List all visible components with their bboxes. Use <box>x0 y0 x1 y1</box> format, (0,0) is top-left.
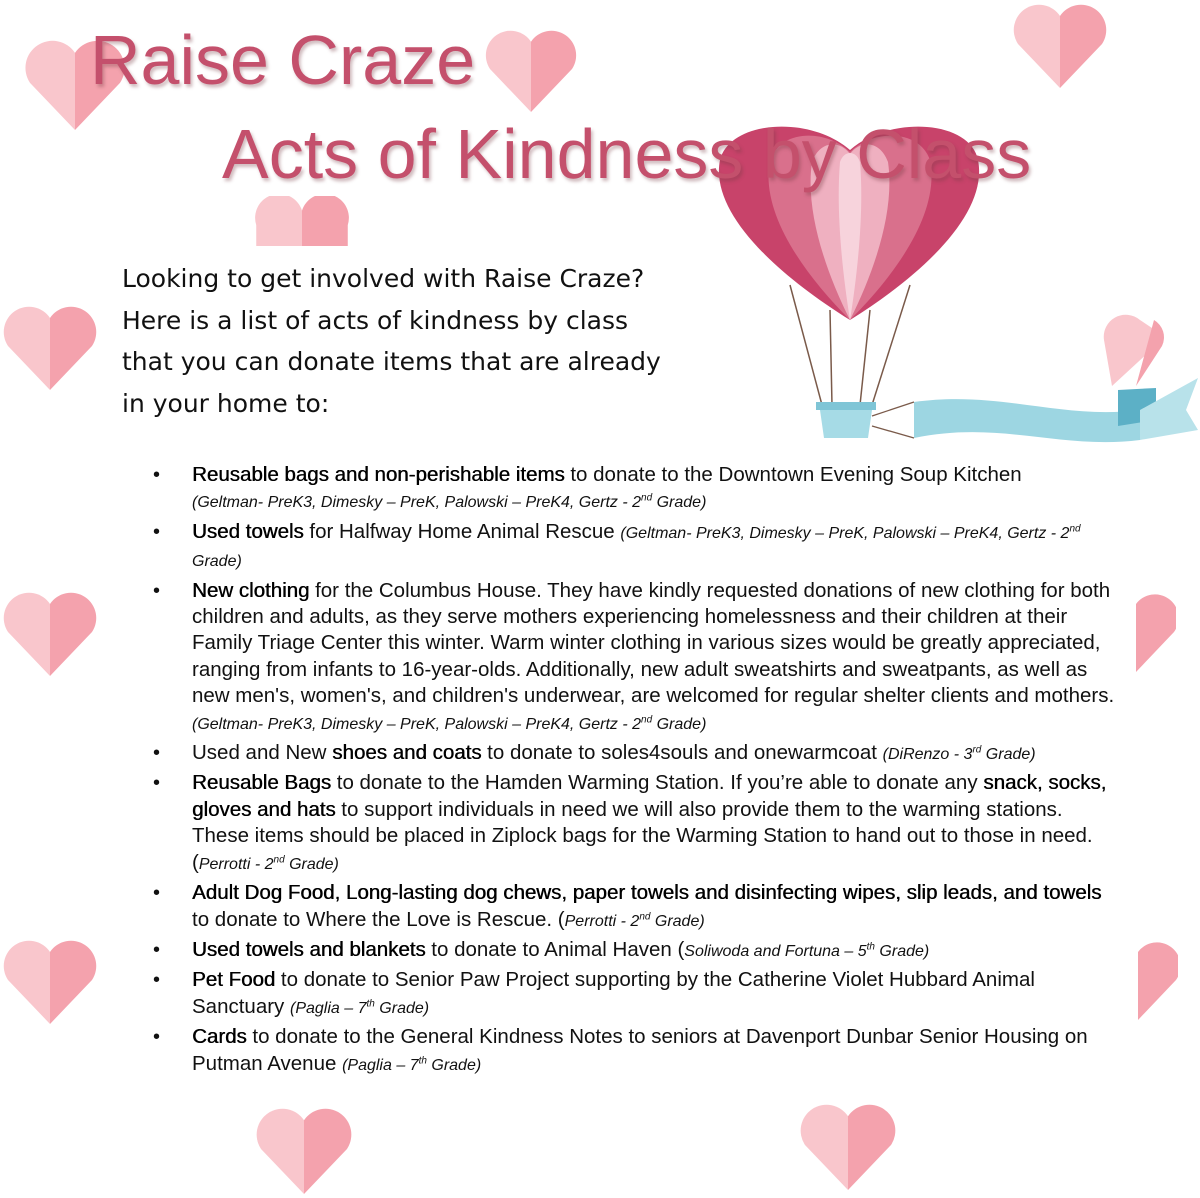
heart-icon <box>1008 4 1112 88</box>
item-text: to donate to Animal Haven ( <box>425 937 685 961</box>
heart-icon <box>0 306 100 390</box>
item-highlight: Adult Dog Food, Long-lasting dog chews, paper towels and disinfecting wipes, slip leads, and towels <box>192 881 1102 905</box>
class-info: Soliwoda and Fortuna – 5th Grade) <box>684 941 930 960</box>
list-item <box>150 967 1120 1022</box>
intro-line: in your home to: <box>122 388 330 418</box>
item-text: to donate to Where the Love is Rescue. ( <box>192 907 565 931</box>
bullet-icon: • <box>153 1026 161 1049</box>
heart-icon <box>0 940 100 1024</box>
heart-icon <box>1138 940 1178 1020</box>
item-highlight: New clothing <box>192 578 310 602</box>
bullet-icon: • <box>153 520 161 543</box>
bullet-icon: • <box>153 772 161 795</box>
intro-line: Here is a list of acts of kindness by class <box>122 305 629 335</box>
list-item <box>150 937 1120 965</box>
class-info: Perrotti - 2nd Grade) <box>198 854 339 873</box>
list-item <box>150 880 1120 935</box>
item-highlight: Used towels and blankets <box>192 937 426 961</box>
list-item <box>150 519 1120 576</box>
heart-icon <box>796 1104 900 1190</box>
item-text: to donate to the Downtown Evening Soup Kitchen <box>564 463 1022 486</box>
class-info: (DiRenzo - 3rd Grade) <box>882 744 1036 764</box>
heart-icon <box>1136 592 1176 672</box>
item-highlight: shoes and coats <box>332 741 482 765</box>
class-info: (Geltman- PreK3, Dimesky – PreK, Palowski – PreK4, Gertz - 2nd Grade) <box>192 493 707 512</box>
bullet-icon: • <box>153 882 161 905</box>
list-item <box>150 578 1120 738</box>
bullet-icon: • <box>153 938 161 961</box>
class-info: (Paglia – 7th Grade) <box>290 998 430 1017</box>
list-item <box>150 770 1120 878</box>
item-highlight: Cards <box>192 1025 247 1049</box>
bullet-icon: • <box>153 742 161 765</box>
item-highlight: Reusable bags and non-perishable items <box>192 463 565 486</box>
page-title: Raise Craze <box>90 21 476 99</box>
class-info: (Geltman- PreK3, Dimesky – PreK, Palowski – PreK4, Gertz - 2nd Grade) <box>192 714 707 733</box>
class-info: (Geltman- PreK3, Dimesky – PreK, Palowski – PreK4, Gertz - 2nd Grade) <box>192 523 1081 571</box>
item-text: to donate to the Hamden Warming Station. If you’re able to donate any <box>331 771 984 795</box>
class-info: (Paglia – 7th Grade) <box>342 1055 482 1074</box>
bullet-icon: • <box>153 969 161 992</box>
item-highlight: Used towels <box>192 519 304 543</box>
heart-icon <box>0 592 100 676</box>
item-text: for the Columbus House. They have kindly requested donations of new clothing for both children and adults, as they serve mothers experiencing homelessness and their children at their Family Triage Center this winter. Warm winter clothing in various sizes would be greatly appreciated, ranging from infants to 16-year-olds. Additionally, new adult sweatshirts and sweatpants, as well as new men's, women's, and children's underwear, are welcomed for regular shelter clients and mothers. <box>192 578 1115 708</box>
page-subtitle: Acts of Kindness by Class <box>222 115 1032 193</box>
item-highlight: snack, socks, gloves and hats <box>192 771 1107 821</box>
item-text: to donate to Senior Paw Project supporting by the Catherine Violet Hubbard Animal Sanctuary <box>192 968 1035 1018</box>
item-highlight: Pet Food <box>192 968 276 992</box>
bullet-icon: • <box>153 579 161 602</box>
intro-line: that you can donate items that are already <box>122 347 661 376</box>
item-highlight: Reusable Bags <box>192 771 332 795</box>
list-item <box>150 1024 1120 1079</box>
item-text: Used and New <box>192 741 333 765</box>
intro-line: Looking to get involved with Raise Craze? <box>122 264 645 293</box>
bullet-icon: • <box>153 464 161 486</box>
heart-icon <box>252 1108 356 1194</box>
acts-of-kindness-list <box>150 462 1120 1081</box>
item-text: to donate to the General Kindness Notes to seniors at Davenport Dunbar Senior Housing on Putman Avenue <box>192 1025 1088 1075</box>
heart-icon <box>478 30 584 112</box>
item-text: to support individuals in need we will also provide them to the warming stations. These items should be placed in Ziplock bags for the Warming Station to hand out to those in need. ( <box>192 797 1093 874</box>
list-item <box>150 740 1120 768</box>
intro-text <box>122 258 762 424</box>
ribbon-banner-icon <box>914 399 1140 442</box>
class-info: Perrotti - 2nd Grade) <box>564 911 705 930</box>
heart-icon <box>250 196 354 246</box>
list-item <box>150 462 1120 517</box>
item-text: to donate to soles4souls and onewarmcoat <box>481 741 883 765</box>
item-text: for Halfway Home Animal Rescue <box>303 519 621 543</box>
